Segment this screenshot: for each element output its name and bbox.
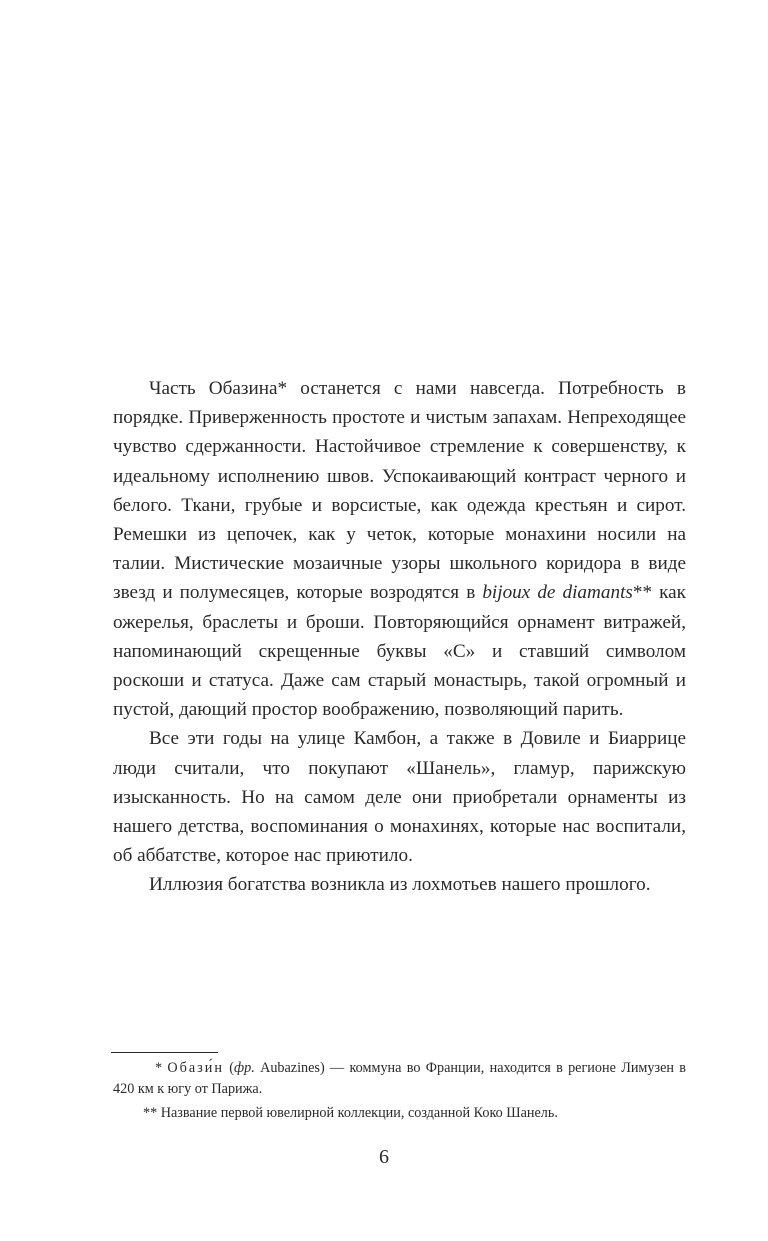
page-number: 6 <box>379 1146 389 1168</box>
paragraph-1-text-a: Часть Обазина* останется с нами навсегда. Потребность в порядке. Приверженность простоте и чистым запахам. Непреходящее чувство сдержанности. Настойчивое стремление к совершенству, к идеальному исполнению швов. Успокаивающий контраст черного и белого. Ткани, грубые и ворсистые, как одежда крестьян и сирот. Ремешки из цепочек, как у четок, которые монахини носили на талии. Мистические мозаичные узоры школьного коридора в виде звезд и полумесяцев, которые возродятся в <box>113 378 686 604</box>
paragraph-1 <box>113 374 686 724</box>
footnote-1-term: Обази́н <box>167 1060 224 1076</box>
footnote-divider <box>111 1052 218 1053</box>
footnote-2: ** Название первой ювелирной коллекции, созданной Коко Шанель. <box>143 1105 558 1121</box>
paragraph-1-text-b: ** как ожерелья, браслеты и броши. Повторяющийся орнамент витражей, напоминающий скрещенные буквы «С» и ставший символом роскоши и статуса. Даже сам старый монастырь, такой огромный и пустой, дающий простор воображению, позволяющий парить. <box>113 582 686 721</box>
footnote-1-abbr: фр. <box>234 1060 255 1076</box>
footnote-1-rest: Aubazines) — коммуна во Франции, находится в регионе Лимузен в 420 км к югу от Парижа. <box>113 1060 686 1097</box>
paragraph-2: Все эти годы на улице Камбон, а также в Довиле и Биаррице люди считали, что покупают «Шанель», гламур, парижскую изысканность. Но на самом деле они приобретали орнаменты из нашего детства, воспоминания о монахинях, которые нас воспитали, об аббатстве, которое нас приютило. <box>113 728 686 867</box>
italic-phrase-bijoux: bijoux de diamants <box>482 582 633 604</box>
footnotes <box>113 1058 686 1127</box>
footnote-1-paren: ( <box>223 1060 235 1076</box>
main-text <box>113 374 686 900</box>
footnote-1 <box>113 1058 686 1100</box>
paragraph-3: Иллюзия богатства возникла из лохмотьев нашего прошлого. <box>149 874 651 896</box>
footnote-1-marker: * <box>155 1060 168 1076</box>
